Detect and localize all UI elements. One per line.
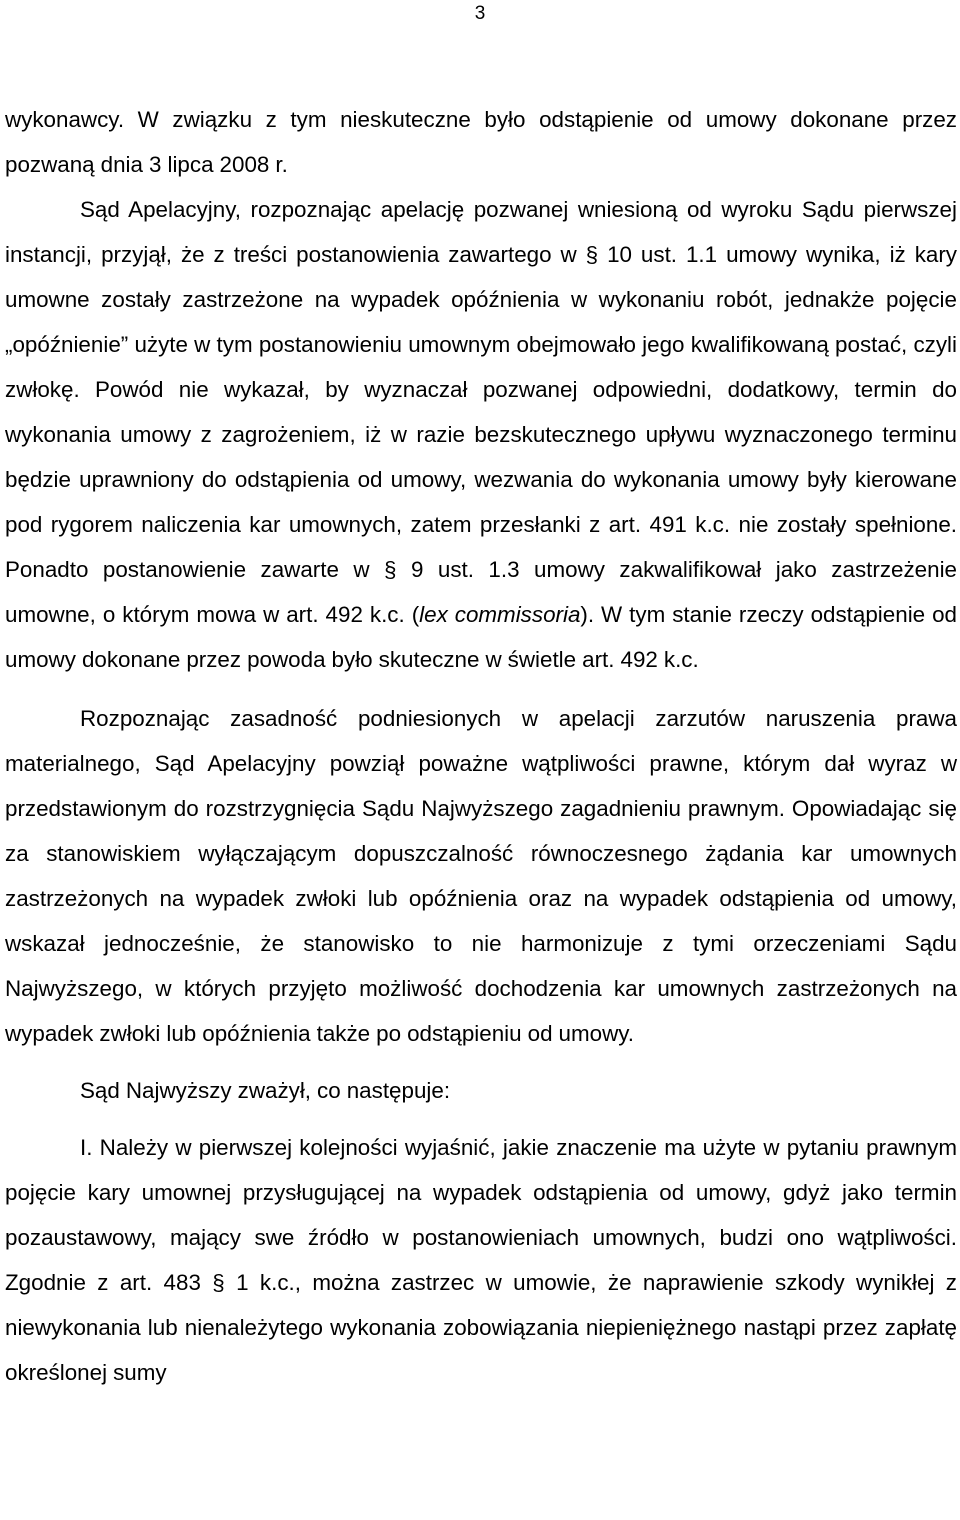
document-body	[5, 97, 957, 1395]
page-number: 3	[474, 3, 486, 24]
paragraph-court-considered: Sąd Najwyższy zważył, co następuje:	[80, 1078, 451, 1103]
paragraph-legal-question: Rozpoznając zasadność podniesionych w apelacji zarzutów naruszenia prawa materialnego, Sąd Apelacyjny powziął poważne wątpliwości prawne, którym dał wyraz w przedstawionym do rozstrzygnięcia Sądu Najwyższego zagadnieniu prawnym. Opowiadając się za stanowiskiem wyłączającym dopuszczalność równoczesnego żądania kar umownych zastrzeżonych na wypadek zwłoki lub opóźnienia oraz na wypadek odstąpienia od umowy, wskazał jednocześnie, że stanowisko to nie harmonizuje z tymi orzeczeniami Sądu Najwyższego, w których przyjęto możliwość dochodzenia kar umownych zastrzeżonych na wypadek zwłoki lub opóźnienia także po odstąpieniu od umowy.	[5, 706, 957, 1046]
paragraph-continuation: wykonawcy. W związku z tym nieskuteczne było odstąpienie od umowy dokonane przez pozwaną dnia 3 lipca 2008 r.	[5, 107, 957, 177]
latin-term: lex commissoria	[419, 602, 581, 627]
paragraph-text: ). W tym stanie rzeczy odstąpienie od umowy dokonane przez powoda było skuteczne w świetle art. 492 k.c.	[5, 602, 957, 672]
paragraph-appeal-court-reasoning	[5, 187, 957, 682]
paragraph-text: Sąd Apelacyjny, rozpoznając apelację pozwanej wniesioną od wyroku Sądu pierwszej instancji, przyjął, że z treści postanowienia zawartego w § 10 ust. 1.1 umowy wynika, iż kary umowne zostały zastrzeżone na wypadek opóźnienia w wykonaniu robót, jednakże pojęcie „opóźnienie” użyte w tym postanowieniu umownym obejmowało jego kwalifikowaną postać, czyli zwłokę. Powód nie wykazał, by wyznaczał pozwanej odpowiedni, dodatkowy, termin do wykonania umowy z zagrożeniem, iż w razie bezskutecznego upływu wyznaczonego terminu będzie uprawniony do odstąpienia od umowy, wezwania do wykonania umowy były kierowane pod rygorem naliczenia kar umownych, zatem przesłanki z art. 491 k.c. nie zostały spełnione. Ponadto postanowienie zawarte w § 9 ust. 1.3 umowy zakwalifikował jako zastrzeżenie umowne, o którym mowa w art. 492 k.c. (	[5, 197, 957, 627]
paragraph-section-one: I. Należy w pierwszej kolejności wyjaśnić, jakie znaczenie ma użyte w pytaniu prawnym pojęcie kary umownej przysługującej na wypadek odstąpienia od umowy, gdyż jako termin pozaustawowy, mający swe źródło w postanowieniach umownych, budzi ono wątpliwości. Zgodnie z art. 483 § 1 k.c., można zastrzec w umowie, że naprawienie szkody wynikłej z niewykonania lub nienależytego wykonania zobowiązania niepieniężnego nastąpi przez zapłatę określonej sumy	[5, 1135, 957, 1385]
